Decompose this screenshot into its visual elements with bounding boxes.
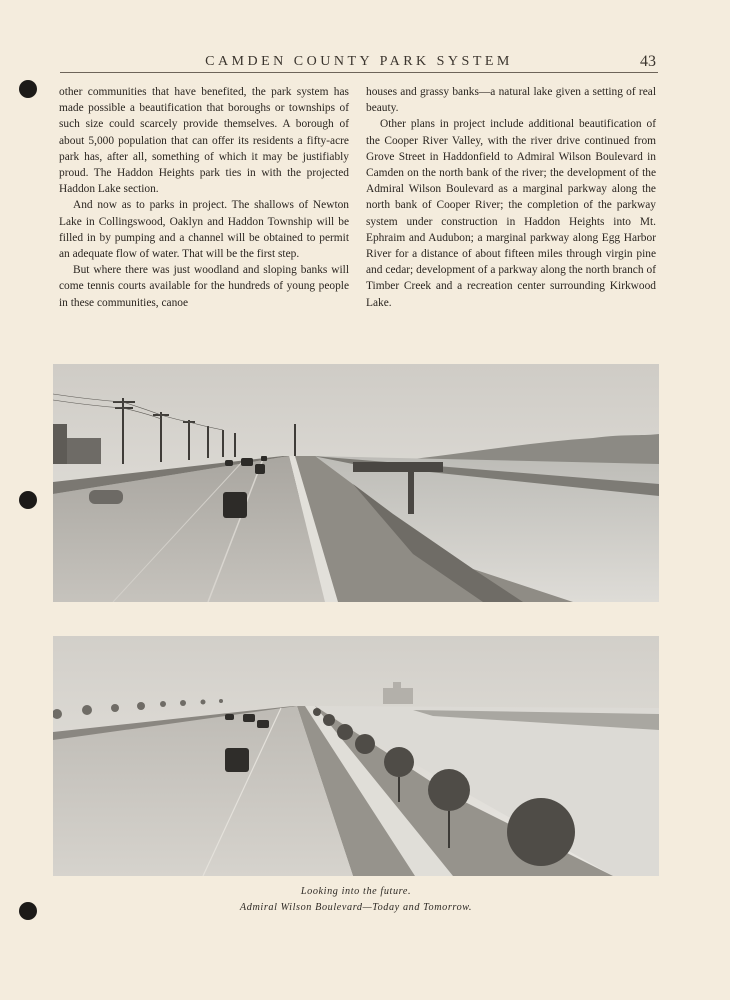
binder-hole-top (19, 80, 37, 98)
right-text-column (366, 84, 656, 311)
page-number: 43 (640, 53, 656, 70)
photo-boulevard-tomorrow (53, 636, 659, 876)
right-paragraph-1: houses and grassy banks—a natural lake given a setting of real beauty. (366, 86, 656, 115)
running-header-title: CAMDEN COUNTY PARK SYSTEM (205, 54, 513, 69)
binder-hole-middle (19, 491, 37, 509)
photo-boulevard-today (53, 364, 659, 602)
binder-hole-bottom (19, 902, 37, 920)
right-paragraph-2: Other plans in project include additional beautification of the Cooper River Valley, with the river drive continued from Grove Street in Haddonfield to Admiral Wilson Boulevard in Camden on the north bank of the river; the development of the Admiral Wilson Boulevard as a marginal parkway along the north bank of Cooper River; the completion of the parkway system under construction in Haddon Heights into Mt. Ephraim and Audubon; a marginal parkway along Egg Harbor River for a distance of about fifteen miles through virgin pine and cedar; development of a parkway along the north branch of Timber Creek and a recreation center surrounding Kirkwood Lake. (366, 118, 656, 309)
running-header (60, 54, 658, 73)
photo-caption (53, 884, 659, 916)
left-text-column (59, 84, 349, 311)
left-paragraph-3: But where there was just woodland and sloping banks will come tennis courts available for the hundreds of young people in these communities, canoe (59, 264, 349, 309)
caption-line-1: Looking into the future. (300, 886, 412, 897)
caption-line-2: Admiral Wilson Boulevard—Today and Tomorrow. (239, 902, 473, 913)
left-paragraph-2: And now as to parks in project. The shallows of Newton Lake in Collingswood, Oaklyn and Haddon Township will be filled in by pumping and a channel will be obtained to permit an adequate flow of water. That will be the first step. (59, 199, 349, 261)
left-paragraph-1: other communities that have benefited, the park system has made possible a beautification that boroughs or townships of such size could scarcely provide themselves. A borough of about 5,000 population that can offer its residents a fifty-acre park has, after all, something of which it may be justifiably proud. The Haddon Heights park ties in with the projected Haddon Lake section. (59, 86, 349, 196)
